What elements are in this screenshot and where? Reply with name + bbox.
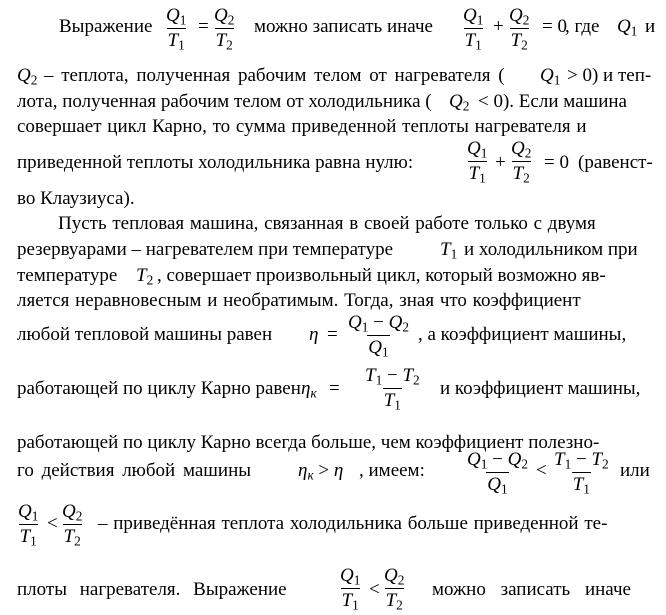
fraction-q2-t2: $\frac{Q_2}{T_2}$ (62, 501, 83, 549)
text: и (645, 16, 656, 37)
text: и холодильником при (464, 239, 638, 260)
fraction-efficiency: $\frac{Q_1 - Q_2}{Q_1}$ (348, 312, 409, 360)
math-op: + (493, 16, 504, 37)
text: любой тепловой машины равен (17, 324, 273, 345)
text: – теплота, полученная рабочим телом от нагревателя ( (44, 65, 505, 86)
text: , а коэффициент машины, (418, 324, 627, 345)
math-q1: $Q_1$ (617, 16, 638, 39)
text: го действия любой машины (17, 460, 252, 481)
text: совершает цикл Карно, то сумма приведенной теплоты нагревателя и (17, 116, 587, 137)
text: плоты нагревателя. Выражение (17, 579, 287, 600)
text: > 0) и теп- (567, 65, 652, 86)
text: – приведённая теплота холодильника больше приведенной те- (98, 513, 608, 534)
text: и коэффициент машины, (440, 378, 641, 399)
text: можно записать иначе (254, 16, 433, 37)
fraction-q1-t1: $\frac{Q_1}{T_1}$ (166, 5, 187, 53)
text: работающей по циклу Карно равен (17, 378, 301, 399)
text: приведенной теплоты холодильника равна нулю: (17, 152, 414, 173)
fraction-q1-t1: $\frac{Q_1}{T_1}$ (18, 501, 39, 549)
text: (равенст- (578, 152, 653, 173)
math-t1: $T_1$ (440, 239, 458, 262)
math-q2: $Q_2$ (17, 65, 38, 88)
text: , где (565, 16, 600, 37)
math-q1: $Q_1$ (540, 65, 561, 88)
math-q2: $Q_2$ (449, 91, 470, 114)
math-op: < (536, 460, 547, 481)
text: , имеем: (359, 460, 425, 481)
text: Пусть тепловая машина, связанная в своей работе только с двумя (58, 213, 596, 234)
math-op: = (198, 16, 209, 37)
math-op: = 0 (544, 152, 569, 173)
math-t2: $T_2$ (136, 265, 154, 288)
text: лота, полученная рабочим телом от холодильника ( (17, 91, 432, 112)
fraction-q2-t2: $\frac{Q_2}{T_2}$ (511, 138, 532, 186)
text: во Клаузиуса). (17, 188, 135, 209)
fraction-q1-t1: $\frac{Q_1}{T_1}$ (340, 565, 361, 613)
fraction-q2-t2: $\frac{Q_2}{T_2}$ (509, 5, 530, 53)
math-op: < (369, 579, 380, 600)
text: ляется неравновесным и необратимым. Тогда, зная что коэффициент (17, 290, 581, 311)
math-op: < (47, 513, 58, 534)
fraction-carnot-efficiency: $\frac{T_1 - T_2}{T_1}$ (554, 449, 609, 497)
text: или (620, 460, 650, 481)
text: Выражение (59, 16, 153, 37)
math-eta: η (309, 324, 319, 345)
math-op: + (495, 152, 506, 173)
text: температуре (17, 265, 118, 286)
math-op: = (329, 378, 340, 399)
text: можно записать иначе (432, 579, 631, 600)
text: резервуарами – нагревателем при температуре (17, 239, 394, 260)
math-op: = 0 (542, 16, 567, 37)
fraction-q2-t2: $\frac{Q_2}{T_2}$ (384, 565, 405, 613)
fraction-carnot-efficiency: $\frac{T_1 - T_2}{T_1}$ (365, 365, 420, 413)
fraction-q2-t2: $\frac{Q_2}{T_2}$ (214, 5, 235, 53)
fraction-efficiency: $\frac{Q_1 - Q_2}{Q_1}$ (467, 449, 528, 497)
math-eta-k: $\eta_к > \eta$ (298, 460, 344, 483)
math-op: = (327, 324, 338, 345)
fraction-q1-t1: $\frac{Q_1}{T_1}$ (467, 138, 488, 186)
fraction-q1-t1: $\frac{Q_1}{T_1}$ (463, 5, 484, 53)
text: , совершает произвольный цикл, который возможно яв- (157, 265, 606, 286)
text: работающей по циклу Карно всегда больше, чем коэффициент полезно- (17, 432, 600, 453)
math-eta-k: $\eta_к$ (301, 378, 317, 401)
text: < 0). Если машина (478, 91, 627, 112)
